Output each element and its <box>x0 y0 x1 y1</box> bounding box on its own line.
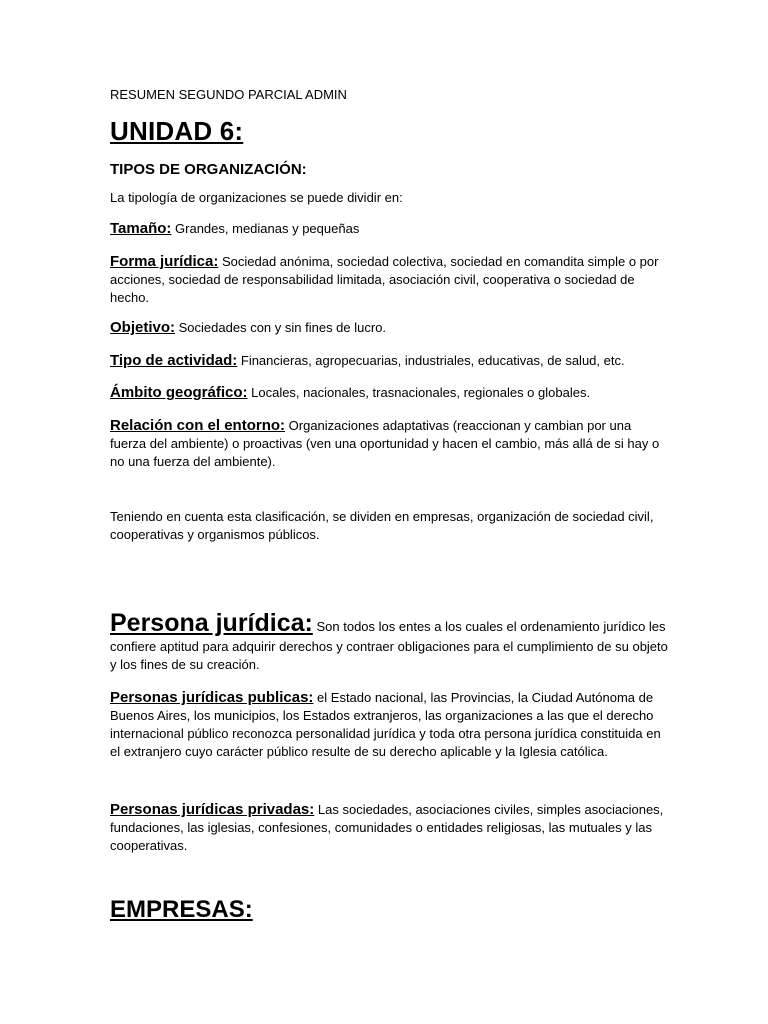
persona-juridica-text: Son todos los entes a los cuales el ordenamiento jurídico les confiere aptitud para adquirir derechos y contraer obligaciones para el cumplimiento de su objeto y los fines de su creación. <box>110 619 668 672</box>
type-text: Grandes, medianas y pequeñas <box>175 221 360 236</box>
personas-privadas-label: Personas jurídicas privadas: <box>110 801 315 818</box>
type-label: Forma jurídica: <box>110 253 219 270</box>
type-objective <box>110 319 670 337</box>
type-text: Sociedades con y sin fines de lucro. <box>178 320 387 335</box>
intro-text: La tipología de organizaciones se puede dividir en: <box>110 190 403 205</box>
type-label: Tipo de actividad: <box>110 352 238 369</box>
type-activity <box>110 352 670 370</box>
unit-title: UNIDAD 6: <box>110 116 244 146</box>
type-text: Sociedad anónima, sociedad colectiva, sociedad en comandita simple o por acciones, sociedad de responsabilidad limitada, asociación civil, cooperativa o sociedad de hecho. <box>110 254 659 305</box>
document-header: RESUMEN SEGUNDO PARCIAL ADMIN <box>110 87 347 102</box>
classification-note: Teniendo en cuenta esta clasificación, se dividen en empresas, organización de sociedad civil, cooperativas y organismos públicos. <box>110 509 654 542</box>
type-text: Locales, nacionales, trasnacionales, regionales o globales. <box>251 385 591 400</box>
personas-publicas-label: Personas jurídicas publicas: <box>110 689 314 706</box>
type-environment <box>110 417 670 471</box>
personas-privadas-text: Las sociedades, asociaciones civiles, simples asociaciones, fundaciones, las iglesias, confesiones, comunidades o entidades religiosas, las mutuales y las cooperativas. <box>110 802 664 853</box>
type-label: Objetivo: <box>110 319 176 336</box>
section-title: TIPOS DE ORGANIZACIÓN: <box>110 161 307 178</box>
type-geographic <box>110 384 670 402</box>
type-label: Tamaño: <box>110 220 172 237</box>
type-legal-form <box>110 253 670 307</box>
persona-juridica-title: Persona jurídica: <box>110 609 313 637</box>
type-label: Ámbito geográfico: <box>110 384 248 401</box>
personas-publicas-paragraph <box>110 689 670 761</box>
personas-publicas-text: el Estado nacional, las Provincias, la Ciudad Autónoma de Buenos Aires, los municipios, los Estados extranjeros, las organizaciones a las que el derecho internacional público reconozca personalidad jurídica y toda otra persona jurídica constituida en el extranjero cuyo carácter público resulte de su derecho aplicable y la Iglesia católica. <box>110 690 661 759</box>
type-text: Organizaciones adaptativas (reaccionan y cambian por una fuerza del ambiente) o proactivas (ven una oportunidad y hacen el cambio, más allá de si hay o no una fuerza del ambiente). <box>110 418 660 469</box>
type-label: Relación con el entorno: <box>110 417 286 434</box>
persona-juridica-paragraph <box>110 608 670 674</box>
type-text: Financieras, agropecuarias, industriales, educativas, de salud, etc. <box>240 353 625 368</box>
personas-privadas-paragraph <box>110 801 670 855</box>
type-size <box>110 220 670 238</box>
empresas-title: EMPRESAS: <box>110 896 253 923</box>
